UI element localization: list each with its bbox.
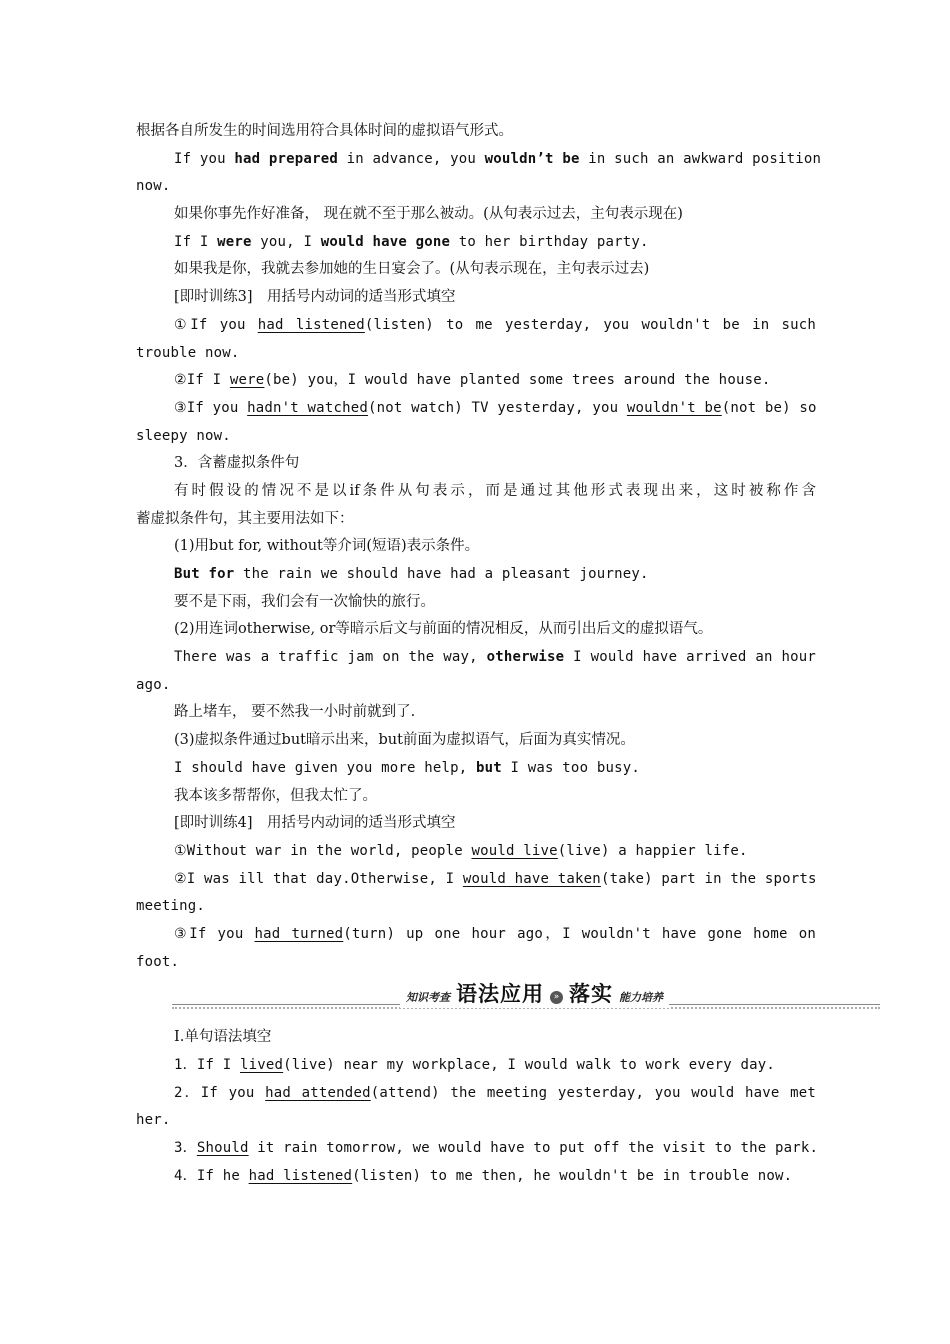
drill-4-item-3-cont	[136, 949, 816, 977]
text: 2．If you	[174, 1084, 266, 1101]
drill-4-item-2	[136, 866, 816, 894]
drill-4-item-1	[136, 838, 816, 866]
text: (take) part in the sports	[600, 870, 817, 887]
text: 根据各自所发生的时间选用符合具体时间的虚拟语气形式。	[136, 123, 513, 139]
paragraph-3a	[136, 478, 816, 506]
exercise-heading	[136, 1024, 816, 1052]
translation-1	[136, 201, 816, 229]
drill-3-item-1-cont	[136, 340, 816, 368]
text: sleepy now.	[136, 427, 231, 444]
text: I should have given you more help,	[174, 759, 477, 776]
text: There was a traffic jam on the way,	[174, 649, 487, 666]
text: (2)用连词otherwise, or等暗示后文与前面的情况相反，从而引出后文的虚拟语气。	[174, 621, 713, 638]
text: foot.	[136, 953, 180, 970]
bold-text: wouldn’t be	[484, 150, 580, 167]
example-4	[136, 644, 816, 672]
question-4	[136, 1163, 816, 1191]
answer-blank: would have taken	[462, 870, 601, 887]
text: (not be) so	[721, 399, 817, 416]
text: ③If you	[174, 399, 248, 416]
banner-title: 语法应用	[456, 982, 544, 1007]
arrow-icon: »	[550, 991, 563, 1004]
text: ago.	[136, 676, 171, 693]
usage-2	[136, 616, 816, 644]
question-2-cont	[136, 1107, 816, 1135]
text: meeting.	[136, 898, 206, 915]
text: ①Without war in the world, people	[174, 842, 472, 859]
text: her.	[136, 1112, 171, 1129]
bold-text: would have gone	[320, 233, 451, 250]
text: ②I was ill that day.Otherwise, I	[174, 870, 463, 887]
answer-blank: would live	[471, 842, 558, 859]
text: 要不是下雨，我们会有一次愉快的旅行。	[174, 593, 435, 610]
text: (turn) up one hour ago，I wouldn't have gone home on	[343, 925, 816, 942]
document-page	[136, 118, 822, 1190]
example-1-cont	[136, 173, 816, 201]
text: [即时训练4] 用括号内动词的适当形式填空	[174, 815, 456, 832]
drill-3-item-1	[136, 312, 816, 340]
text: (listen) to me then, he wouldn't be in trouble now.	[352, 1167, 793, 1184]
drill-4-item-3	[136, 921, 816, 949]
usage-1	[136, 533, 816, 561]
intro-line	[136, 118, 816, 146]
drill-4-item-2-cont	[136, 893, 816, 921]
answer-blank: had turned	[254, 925, 344, 942]
text: the rain we should have had a pleasant journey.	[234, 566, 649, 582]
text: If you	[174, 150, 235, 167]
drill-3-item-3-cont	[136, 423, 816, 451]
section-3-heading	[136, 450, 816, 478]
translation-2	[136, 256, 816, 284]
text: (listen) to me yesterday, you wouldn't be in such	[364, 316, 817, 333]
example-1	[136, 146, 822, 174]
bold-text: but	[476, 759, 502, 776]
banner-left-label: 知识考查	[406, 991, 450, 1005]
answer-blank: wouldn't be	[626, 399, 722, 416]
answer-blank: had attended	[265, 1084, 371, 1101]
text: Ⅰ.单句语法填空	[174, 1029, 272, 1046]
banner-content	[400, 978, 669, 1008]
banner-title-2: 落实	[569, 982, 613, 1007]
text: 4．If he	[174, 1167, 249, 1184]
text: (1)用but for, without等介词(短语)表示条件。	[174, 538, 480, 555]
text: (3)虚拟条件通过but暗示出来，but前面为虚拟语气，后面为真实情况。	[174, 732, 635, 749]
text: ①If you	[174, 316, 258, 333]
drill-3-item-3	[136, 395, 816, 423]
text: 如果我是你，我就去参加她的生日宴会了。(从句表示现在，主句表示过去)	[174, 261, 650, 278]
text: (be) you，I would have planted some trees around the house.	[264, 372, 771, 389]
text: you, I	[251, 233, 321, 250]
drill-3-heading	[136, 284, 816, 312]
text: (live) near my workplace, I would walk to work every day.	[283, 1057, 775, 1073]
text: (not watch) TV yesterday, you	[367, 399, 627, 416]
translation-5	[136, 783, 816, 811]
bold-text: otherwise	[486, 649, 565, 666]
answer-blank: had listened	[248, 1167, 353, 1184]
text: 1．If I	[174, 1057, 240, 1073]
text: 有时假设的情况不是以if条件从句表示，而是通过其他形式表现出来，这时被称作含	[174, 482, 816, 499]
question-3	[136, 1135, 819, 1163]
answer-blank: lived	[239, 1057, 284, 1073]
text: 3．	[174, 1140, 197, 1157]
text: to her birthday party.	[450, 233, 649, 250]
text: trouble now.	[136, 344, 240, 361]
text: it rain tomorrow, we would have to put off the visit to the park.	[248, 1140, 819, 1157]
answer-blank: had listened	[257, 316, 365, 333]
question-1	[136, 1052, 816, 1080]
text: 3．含蓄虚拟条件句	[174, 455, 300, 472]
translation-4	[136, 699, 816, 727]
text: I would have arrived an hour	[564, 649, 816, 666]
example-2	[136, 229, 816, 257]
answer-blank: Should	[196, 1140, 249, 1157]
usage-3	[136, 727, 816, 755]
example-4-cont	[136, 672, 816, 700]
text: (attend) the meeting yesterday, you would have met	[370, 1084, 817, 1101]
question-2	[136, 1080, 816, 1108]
text: 路上堵车， 要不然我一小时前就到了.	[174, 704, 416, 721]
drill-3-item-2	[136, 367, 816, 395]
text: ②If I	[174, 372, 230, 389]
text: [即时训练3] 用括号内动词的适当形式填空	[174, 289, 456, 306]
section-banner	[172, 982, 880, 1016]
text: I was too busy.	[501, 759, 640, 776]
text: in advance, you	[337, 150, 485, 167]
banner-right-label: 能力培养	[619, 991, 663, 1005]
text: If I	[174, 233, 218, 250]
bold-text: But for	[174, 566, 235, 582]
text: now.	[136, 178, 171, 195]
bold-text: were	[217, 233, 252, 250]
text: (live) a happier life.	[557, 842, 748, 859]
text: 如果你事先作好准备， 现在就不至于那么被动。(从句表示过去，主句表示现在)	[174, 206, 683, 223]
text: 蓄虚拟条件句，其主要用法如下：	[136, 510, 354, 527]
text: 我本该多帮帮你，但我太忙了。	[174, 787, 377, 804]
paragraph-3b	[136, 506, 816, 534]
answer-blank: hadn't watched	[247, 399, 368, 416]
text: in such an awkward position	[579, 150, 822, 167]
translation-3	[136, 589, 816, 617]
example-3	[136, 561, 816, 589]
bold-text: had prepared	[234, 150, 338, 167]
answer-blank: were	[229, 372, 265, 389]
text: ③If you	[174, 925, 255, 942]
drill-4-heading	[136, 810, 816, 838]
example-5	[136, 755, 816, 783]
